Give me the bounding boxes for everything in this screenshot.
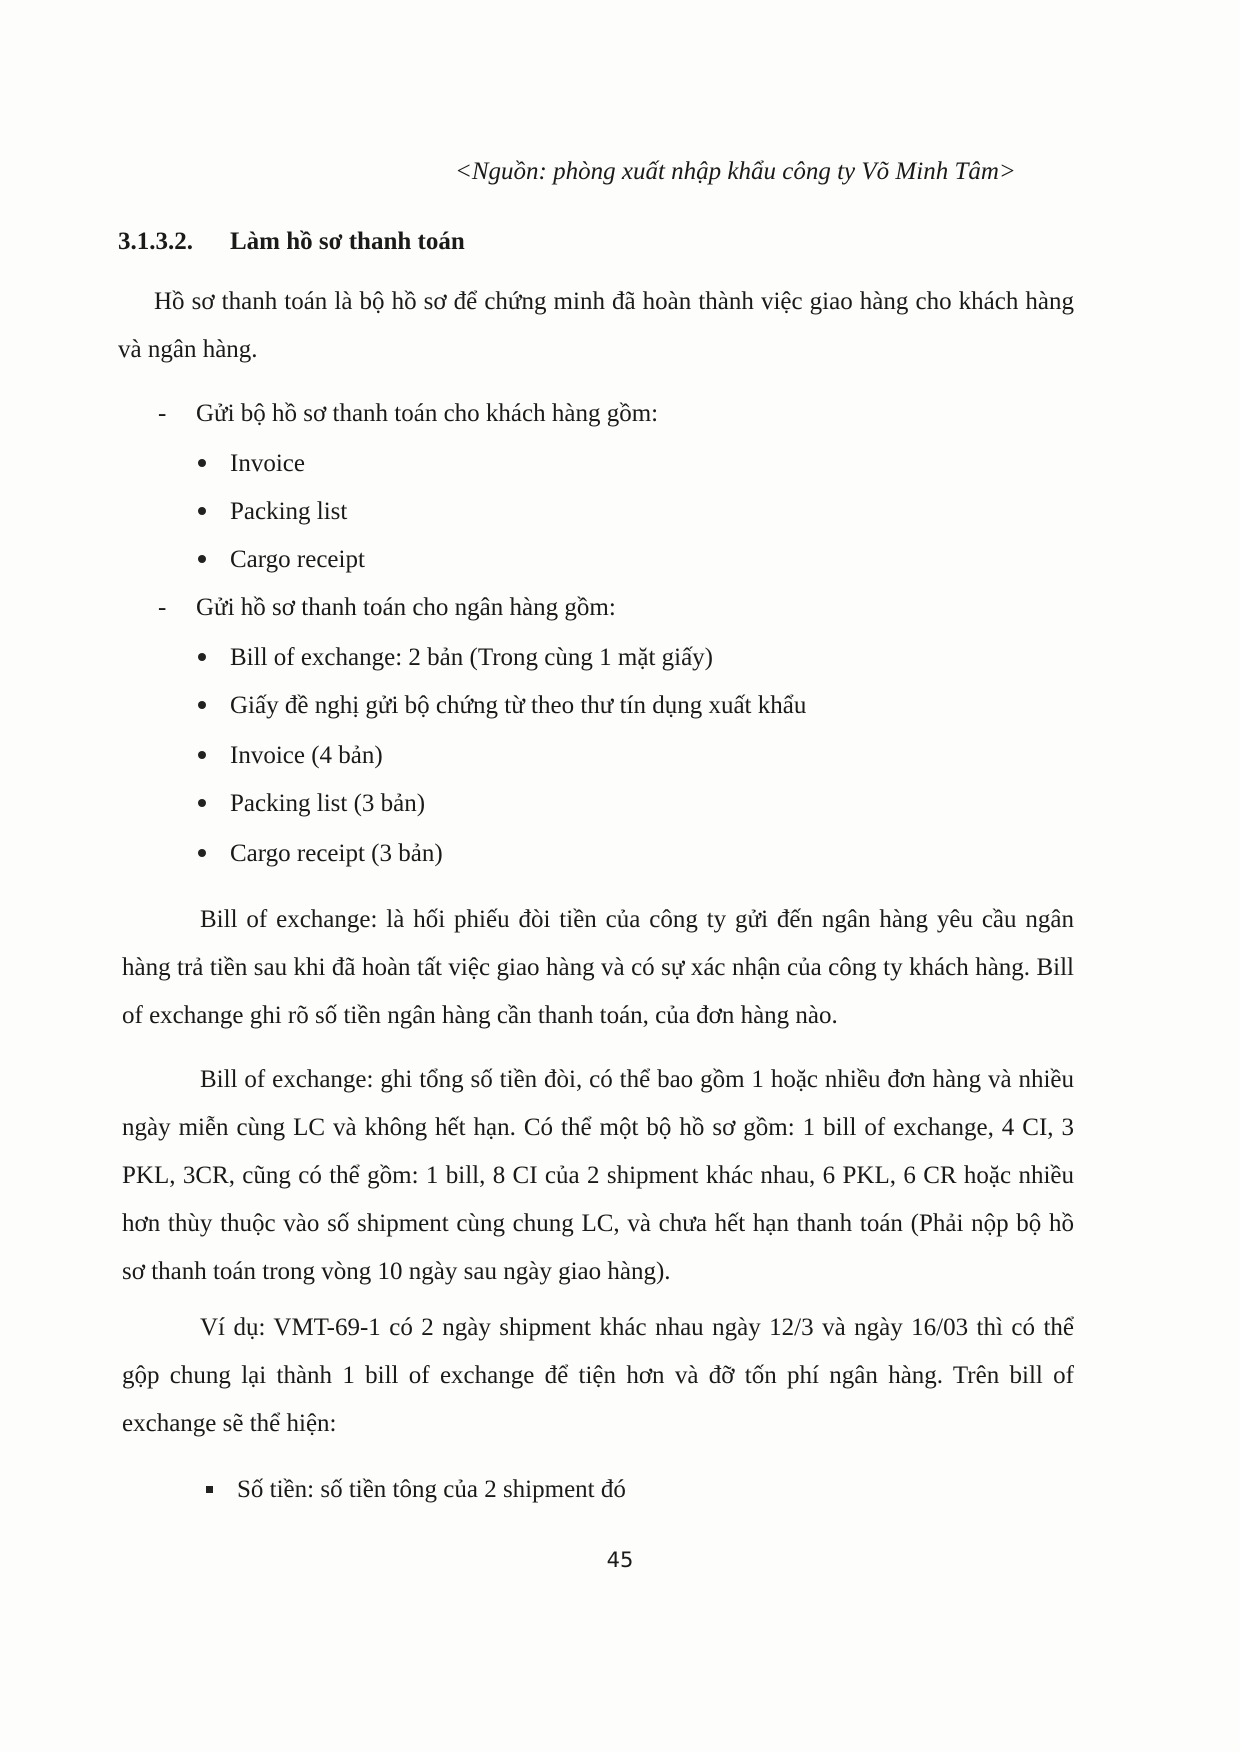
dash-marker: - [158,400,167,427]
customer-group-label [158,400,658,428]
bullet-icon [198,751,206,759]
section-number: 3.1.3.2. [118,228,193,255]
section-title: Làm hồ sơ thanh toán [230,228,465,255]
bill-contents-paragraph: Bill of exchange: ghi tổng số tiền đòi, có thể bao gồm 1 hoặc nhiều đơn hàng và nhiều ngày miễn cùng LC và không hết hạn. Có thể một bộ hồ sơ gồm: 1 bill of exchange, 4 CI, 3 PKL, 3CR, cũng có thể gồm: 1 bill, 8 CI của 2 shipment khác nhau, 6 PKL, 6 CR hoặc nhiều hơn thùy thuộc vào số shipment cùng chung LC, và chưa hết hạn thanh toán (Phải nộp bộ hồ sơ thanh toán trong vòng 10 ngày sau ngày giao hàng). [122,1066,1074,1285]
bullet-icon [198,653,206,661]
bullet-icon [198,701,206,709]
list-item: Cargo receipt [198,546,365,574]
list-item: Packing list (3 bản) [198,790,425,818]
section-heading [118,228,465,256]
bullet-icon [198,507,206,515]
example-paragraph: Ví dụ: VMT-69-1 có 2 ngày shipment khác nhau ngày 12/3 và ngày 16/03 thì có thể gộp chung lại thành 1 bill of exchange để tiện hơn và đỡ tốn phí ngân hàng. Trên bill of exchange sẽ thể hiện: [122,1314,1074,1437]
bullet-icon [198,459,206,467]
bullet-icon [198,799,206,807]
list-item: Bill of exchange: 2 bản (Trong cùng 1 mặt giấy) [198,644,713,672]
dash-marker: - [158,594,167,621]
source-note: <Nguồn: phòng xuất nhập khẩu công ty Võ Minh Tâm> [455,158,1016,185]
list-item: Giấy đề nghị gửi bộ chứng từ theo thư tín dụng xuất khẩu [198,692,806,720]
list-item: Số tiền: số tiền tông của 2 shipment đó [206,1476,626,1504]
bullet-icon [198,555,206,563]
list-item: Cargo receipt (3 bản) [198,840,443,868]
list-item: Invoice [198,450,305,478]
list-item: Invoice (4 bản) [198,742,383,770]
list-item: Packing list [198,498,347,526]
bank-group-text: Gửi hồ sơ thanh toán cho ngân hàng gồm: [196,594,616,621]
bill-definition-paragraph: Bill of exchange: là hối phiếu đòi tiền của công ty gửi đến ngân hàng yêu cầu ngân hàng trả tiền sau khi đã hoàn tất việc giao hàng và có sự xác nhận của công ty khách hàng. Bill of exchange ghi rõ số tiền ngân hàng cần thanh toán, của đơn hàng nào. [122,906,1074,1029]
page-number: 45 [606,1548,634,1572]
intro-paragraph: Hồ sơ thanh toán là bộ hồ sơ để chứng minh đã hoàn thành việc giao hàng cho khách hàng và ngân hàng. [118,288,1074,363]
bank-group-label [158,594,616,622]
bullet-icon [198,849,206,857]
customer-group-text: Gửi bộ hồ sơ thanh toán cho khách hàng gồm: [196,400,659,427]
square-bullet-icon [206,1486,213,1493]
